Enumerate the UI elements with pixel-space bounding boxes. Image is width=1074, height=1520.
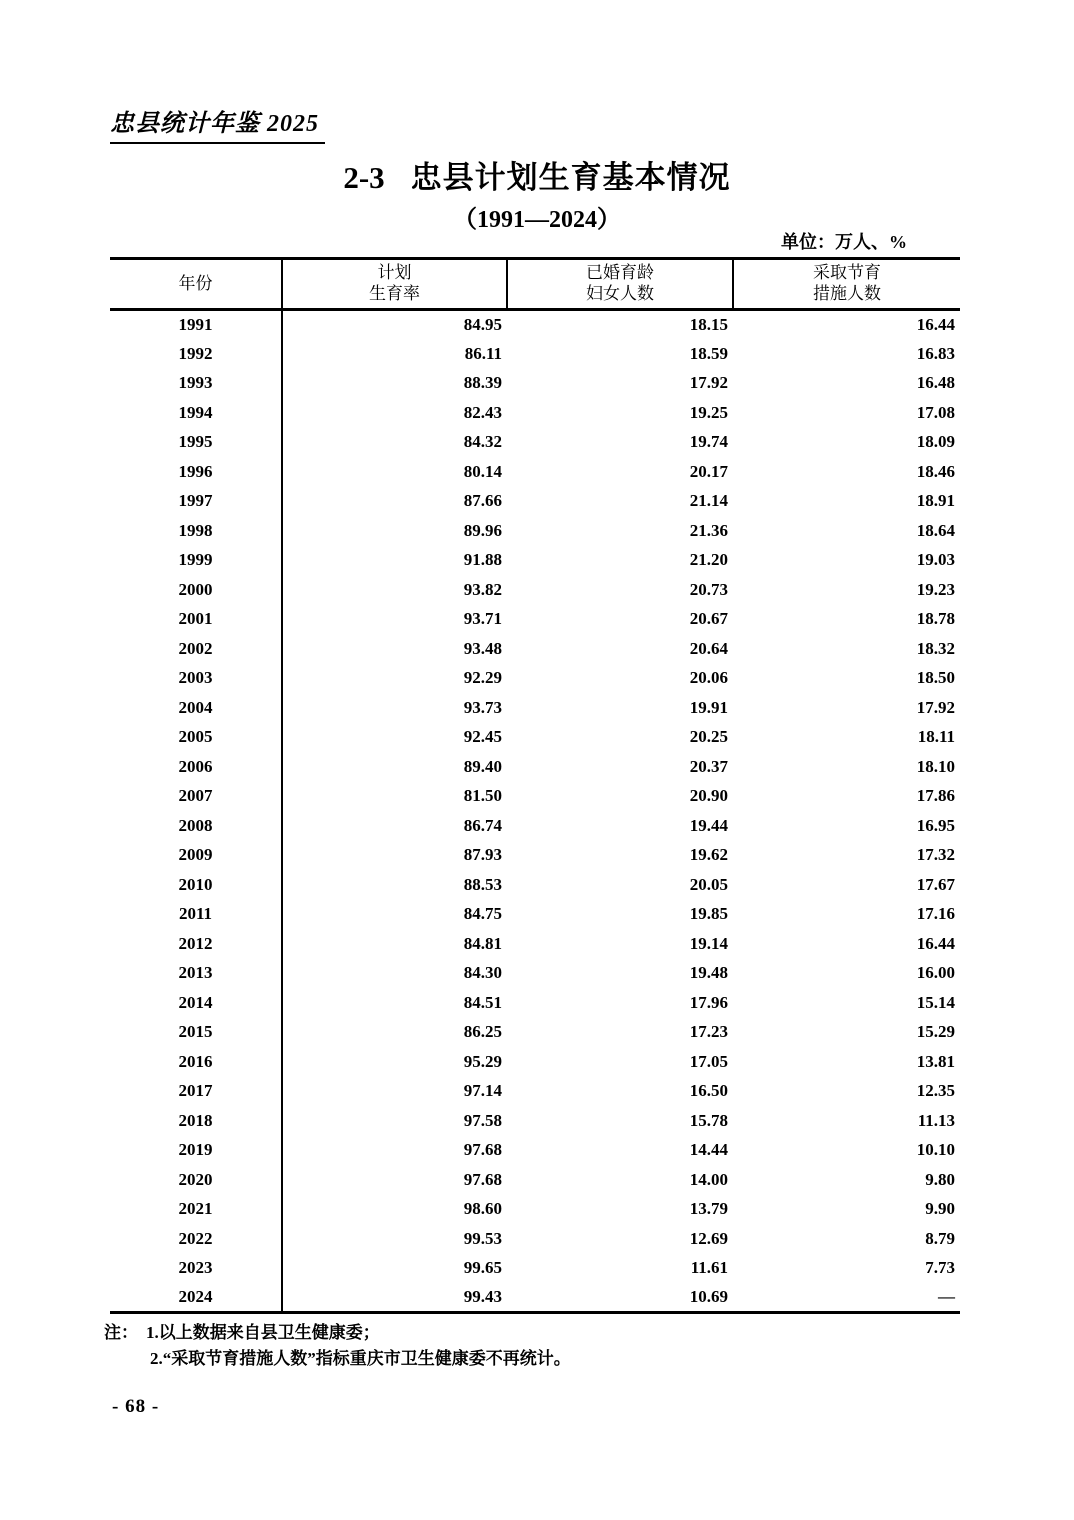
value-cell: 20.05 bbox=[689, 874, 728, 894]
value-cell: 82.43 bbox=[463, 402, 502, 422]
value-cell: 19.23 bbox=[916, 579, 955, 599]
table-row bbox=[110, 1195, 960, 1225]
value-cell: 18.59 bbox=[689, 343, 728, 363]
value-cell: 93.71 bbox=[463, 609, 502, 629]
year-cell: 1997 bbox=[110, 487, 282, 517]
table-row bbox=[110, 487, 960, 517]
table-row bbox=[110, 1224, 960, 1254]
value-cell: 17.92 bbox=[689, 373, 728, 393]
value-cell: 17.32 bbox=[916, 845, 955, 865]
value-cell: 19.74 bbox=[689, 432, 728, 452]
value-cell: 21.36 bbox=[689, 520, 728, 540]
value-cell: 20.73 bbox=[689, 579, 728, 599]
note-prefix: 注： bbox=[104, 1323, 138, 1342]
table-row bbox=[110, 1136, 960, 1166]
value-cell: 20.17 bbox=[689, 461, 728, 481]
table-title-text: 忠县计划生育基本情况 bbox=[410, 160, 731, 195]
table-row bbox=[110, 1254, 960, 1284]
year-cell: 2014 bbox=[110, 988, 282, 1018]
value-cell: 20.37 bbox=[689, 756, 728, 776]
value-cell: 19.25 bbox=[689, 402, 728, 422]
note-line-1-text: 1.以上数据来自县卫生健康委； bbox=[146, 1323, 380, 1342]
table-row bbox=[110, 398, 960, 428]
year-cell: 2022 bbox=[110, 1224, 282, 1254]
note-line bbox=[104, 1320, 571, 1346]
value-cell: 99.65 bbox=[463, 1258, 502, 1278]
value-cell: 21.20 bbox=[689, 550, 728, 570]
value-cell: 20.67 bbox=[689, 609, 728, 629]
value-cell: 8.79 bbox=[925, 1228, 955, 1248]
year-cell: 2002 bbox=[110, 634, 282, 664]
value-cell: 97.14 bbox=[463, 1081, 502, 1101]
table-body bbox=[110, 310, 960, 1313]
value-cell: 19.62 bbox=[689, 845, 728, 865]
value-cell: 92.45 bbox=[463, 727, 502, 747]
value-cell: 84.30 bbox=[463, 963, 502, 983]
value-cell: 12.69 bbox=[689, 1228, 728, 1248]
year-cell: 2019 bbox=[110, 1136, 282, 1166]
value-cell: 18.32 bbox=[916, 638, 955, 658]
table-row bbox=[110, 929, 960, 959]
value-cell: 18.46 bbox=[916, 461, 955, 481]
value-cell: 93.48 bbox=[463, 638, 502, 658]
value-cell: 99.53 bbox=[463, 1228, 502, 1248]
value-cell: 95.29 bbox=[463, 1051, 502, 1071]
value-cell: 87.66 bbox=[463, 491, 502, 511]
value-cell: 97.68 bbox=[463, 1140, 502, 1160]
value-cell: 88.53 bbox=[463, 874, 502, 894]
value-cell: 7.73 bbox=[925, 1258, 955, 1278]
value-cell: — bbox=[938, 1287, 955, 1306]
value-cell: 17.23 bbox=[689, 1022, 728, 1042]
column-header-married-childbearing-women: 已婚育龄 妇女人数 bbox=[507, 259, 733, 310]
value-cell: 86.25 bbox=[463, 1022, 502, 1042]
value-cell: 89.96 bbox=[463, 520, 502, 540]
table-row bbox=[110, 605, 960, 635]
value-cell: 21.14 bbox=[689, 491, 728, 511]
year-cell: 2016 bbox=[110, 1047, 282, 1077]
value-cell: 14.00 bbox=[689, 1169, 728, 1189]
table-row bbox=[110, 1106, 960, 1136]
header-row bbox=[110, 259, 960, 310]
value-cell: 15.14 bbox=[916, 992, 955, 1012]
value-cell: 99.43 bbox=[463, 1287, 502, 1306]
value-cell: 16.44 bbox=[916, 933, 955, 953]
table-row bbox=[110, 1047, 960, 1077]
title-year-range: （1991—2024） bbox=[453, 207, 621, 233]
value-cell: 16.00 bbox=[916, 963, 955, 983]
table-row bbox=[110, 870, 960, 900]
yearbook-header: 忠县统计年鉴 2025 bbox=[110, 103, 325, 144]
year-cell: 1993 bbox=[110, 369, 282, 399]
value-cell: 19.03 bbox=[916, 550, 955, 570]
column-header-year: 年份 bbox=[110, 259, 282, 310]
year-cell: 1995 bbox=[110, 428, 282, 458]
value-cell: 18.91 bbox=[916, 491, 955, 511]
value-cell: 19.91 bbox=[689, 697, 728, 717]
year-cell: 2008 bbox=[110, 811, 282, 841]
year-cell: 2012 bbox=[110, 929, 282, 959]
table-row bbox=[110, 664, 960, 694]
table-row bbox=[110, 723, 960, 753]
table-row bbox=[110, 1165, 960, 1195]
value-cell: 17.67 bbox=[916, 874, 955, 894]
table-row bbox=[110, 1077, 960, 1107]
value-cell: 91.88 bbox=[463, 550, 502, 570]
year-cell: 2004 bbox=[110, 693, 282, 723]
value-cell: 19.14 bbox=[689, 933, 728, 953]
table-row bbox=[110, 988, 960, 1018]
value-cell: 20.90 bbox=[689, 786, 728, 806]
value-cell: 17.08 bbox=[916, 402, 955, 422]
value-cell: 20.64 bbox=[689, 638, 728, 658]
value-cell: 16.44 bbox=[916, 315, 955, 334]
value-cell: 86.74 bbox=[463, 815, 502, 835]
table-row bbox=[110, 1283, 960, 1313]
year-cell: 1999 bbox=[110, 546, 282, 576]
year-cell: 2006 bbox=[110, 752, 282, 782]
unit-label: 单位：万人、% bbox=[781, 232, 907, 252]
value-cell: 97.68 bbox=[463, 1169, 502, 1189]
data-table bbox=[110, 257, 960, 1314]
value-cell: 14.44 bbox=[689, 1140, 728, 1160]
table-row bbox=[110, 339, 960, 369]
value-cell: 89.40 bbox=[463, 756, 502, 776]
table-row bbox=[110, 310, 960, 340]
table-row bbox=[110, 634, 960, 664]
value-cell: 18.09 bbox=[916, 432, 955, 452]
table-row bbox=[110, 959, 960, 989]
value-cell: 17.96 bbox=[689, 992, 728, 1012]
value-cell: 17.86 bbox=[916, 786, 955, 806]
value-cell: 88.39 bbox=[463, 373, 502, 393]
value-cell: 11.61 bbox=[690, 1258, 728, 1278]
table-header bbox=[110, 259, 960, 310]
value-cell: 84.81 bbox=[463, 933, 502, 953]
value-cell: 84.32 bbox=[463, 432, 502, 452]
value-cell: 16.95 bbox=[916, 815, 955, 835]
table-row bbox=[110, 900, 960, 930]
value-cell: 17.92 bbox=[916, 697, 955, 717]
value-cell: 18.11 bbox=[917, 727, 955, 747]
value-cell: 86.11 bbox=[464, 343, 502, 363]
value-cell: 20.06 bbox=[689, 668, 728, 688]
value-cell: 98.60 bbox=[463, 1199, 502, 1219]
year-cell: 2005 bbox=[110, 723, 282, 753]
table-row bbox=[110, 811, 960, 841]
table-row bbox=[110, 1018, 960, 1048]
page-number: - 68 - bbox=[112, 1396, 160, 1417]
value-cell: 12.35 bbox=[916, 1081, 955, 1101]
year-cell: 1998 bbox=[110, 516, 282, 546]
value-cell: 15.78 bbox=[689, 1110, 728, 1130]
value-cell: 93.73 bbox=[463, 697, 502, 717]
value-cell: 10.10 bbox=[916, 1140, 955, 1160]
note-line: 2.“采取节育措施人数”指标重庆市卫生健康委不再统计。 bbox=[150, 1349, 571, 1368]
year-cell: 2001 bbox=[110, 605, 282, 635]
value-cell: 84.51 bbox=[463, 992, 502, 1012]
year-cell: 2010 bbox=[110, 870, 282, 900]
value-cell: 18.10 bbox=[916, 756, 955, 776]
value-cell: 18.78 bbox=[916, 609, 955, 629]
table-row bbox=[110, 546, 960, 576]
value-cell: 15.29 bbox=[916, 1022, 955, 1042]
value-cell: 18.50 bbox=[916, 668, 955, 688]
year-cell: 2024 bbox=[110, 1283, 282, 1313]
year-cell: 1996 bbox=[110, 457, 282, 487]
value-cell: 93.82 bbox=[463, 579, 502, 599]
value-cell: 81.50 bbox=[463, 786, 502, 806]
year-cell: 1991 bbox=[110, 310, 282, 340]
table-row bbox=[110, 752, 960, 782]
table-row bbox=[110, 457, 960, 487]
value-cell: 84.75 bbox=[463, 904, 502, 924]
value-cell: 19.48 bbox=[689, 963, 728, 983]
year-cell: 2009 bbox=[110, 841, 282, 871]
table-row bbox=[110, 369, 960, 399]
table-row bbox=[110, 693, 960, 723]
value-cell: 97.58 bbox=[463, 1110, 502, 1130]
value-cell: 16.50 bbox=[689, 1081, 728, 1101]
value-cell: 92.29 bbox=[463, 668, 502, 688]
table-row bbox=[110, 575, 960, 605]
value-cell: 17.05 bbox=[689, 1051, 728, 1071]
value-cell: 19.44 bbox=[689, 815, 728, 835]
year-cell: 2023 bbox=[110, 1254, 282, 1284]
table-row bbox=[110, 782, 960, 812]
column-header-planned-birth-rate: 计划 生育率 bbox=[282, 259, 507, 310]
value-cell: 80.14 bbox=[463, 461, 502, 481]
table-row bbox=[110, 428, 960, 458]
column-header-contraception-measures: 采取节育 措施人数 bbox=[733, 259, 960, 310]
year-cell: 2017 bbox=[110, 1077, 282, 1107]
value-cell: 84.95 bbox=[463, 315, 502, 334]
year-cell: 2018 bbox=[110, 1106, 282, 1136]
year-cell: 2021 bbox=[110, 1195, 282, 1225]
table-row bbox=[110, 841, 960, 871]
value-cell: 13.79 bbox=[689, 1199, 728, 1219]
value-cell: 10.69 bbox=[689, 1287, 728, 1306]
table-notes bbox=[104, 1320, 571, 1372]
year-cell: 2020 bbox=[110, 1165, 282, 1195]
value-cell: 17.16 bbox=[916, 904, 955, 924]
value-cell: 18.15 bbox=[689, 315, 728, 334]
value-cell: 19.85 bbox=[689, 904, 728, 924]
year-cell: 1994 bbox=[110, 398, 282, 428]
table-number: 2-3 bbox=[343, 160, 385, 195]
page-title bbox=[0, 152, 1074, 197]
year-cell: 2013 bbox=[110, 959, 282, 989]
value-cell: 18.64 bbox=[916, 520, 955, 540]
value-cell: 87.93 bbox=[463, 845, 502, 865]
value-cell: 9.90 bbox=[925, 1199, 955, 1219]
value-cell: 20.25 bbox=[689, 727, 728, 747]
year-cell: 2003 bbox=[110, 664, 282, 694]
value-cell: 16.83 bbox=[916, 343, 955, 363]
table-row bbox=[110, 516, 960, 546]
year-cell: 2007 bbox=[110, 782, 282, 812]
year-cell: 2000 bbox=[110, 575, 282, 605]
year-cell: 2015 bbox=[110, 1018, 282, 1048]
year-cell: 1992 bbox=[110, 339, 282, 369]
value-cell: 11.13 bbox=[917, 1110, 955, 1130]
value-cell: 16.48 bbox=[916, 373, 955, 393]
value-cell: 13.81 bbox=[916, 1051, 955, 1071]
year-cell: 2011 bbox=[110, 900, 282, 930]
value-cell: 9.80 bbox=[925, 1169, 955, 1189]
